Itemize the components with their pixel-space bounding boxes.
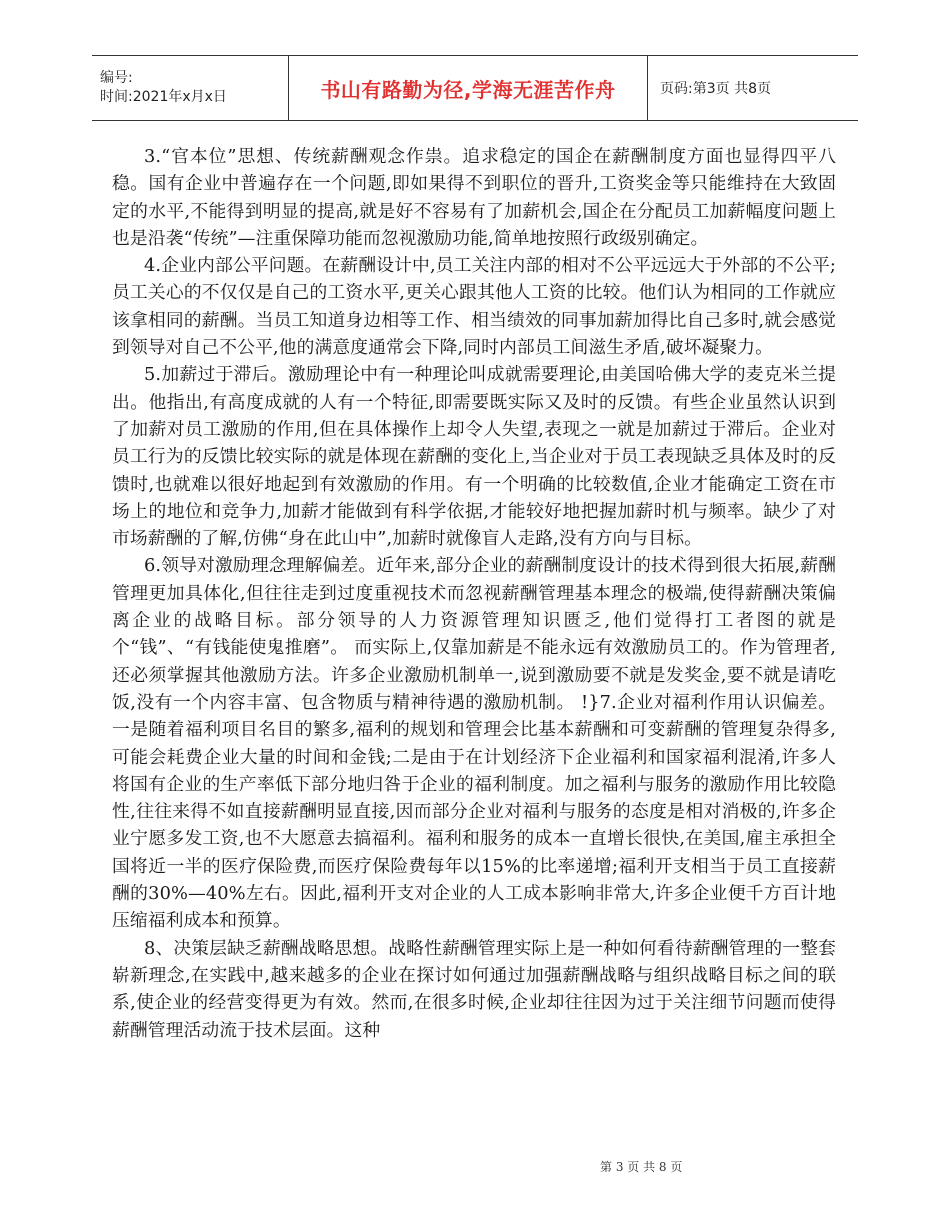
paragraph: 6.领导对激励理念理解偏差。近年来,部分企业的薪酬制度设计的技术得到很大拓展,薪酬管理更加具体化,但往往走到过度重视技术而忽视薪酬管理基本理念的极端,使得薪酬决策偏离企业的战略目标。部分领导的人力资源管理知识匮乏,他们觉得打工者图的就是个“钱”、“有钱能使鬼推磨”。 而实际上,仅靠加薪是不能永远有效激励员工的。作为管理者,还必须掌握其他激励方法。许多企业激励机制单一,说到激励要不就是发奖金,要不就是请吃饭,没有一个内容丰富、包含物质与精神待遇的激励机制。 !}7.企业对福利作用认识偏差。一是随着福利项目名目的繁多,福利的规划和管理会比基本薪酬和可变薪酬的管理复杂得多,可能会耗费企业大量的时间和金钱;二是由于在计划经济下企业福利和国家福利混淆,许多人将国有企业的生产率低下部分地归咎于企业的福利制度。加之福利与服务的激励作用比较隐性,往往来得不如直接薪酬明显直接,因而部分企业对福利与服务的态度是相对消极的,许多企业宁愿多发工资,也不大愿意去搞福利。福利和服务的成本一直增长很快,在美国,雇主承担全国将近一半的医疗保险费,而医疗保险费每年以15%的比率递增;福利开支相当于员工直接薪酬的30%—40%左右。因此,福利开支对企业的人工成本影响非常大,许多企业便千方百计地压缩福利成本和预算。 <box>112 555 836 932</box>
header-motto <box>288 56 648 120</box>
page-footer <box>600 1158 682 1175</box>
paragraph: 5.加薪过于滞后。激励理论中有一种理论叫成就需要理论,由美国哈佛大学的麦克米兰提出。他指出,有高度成就的人有一个特征,即需要既实际又及时的反馈。有些企业虽然认识到了加薪对员工激励的作用,但在具体操作上却令人失望,表现之一就是加薪过于滞后。企业对员工行为的反馈比较实际的就是体现在薪酬的变化上,当企业对于员工表现缺乏具体及时的反馈时,也就难以很好地起到有效激励的作用。有一个明确的比较数值,企业才能确定工资在市场上的地位和竞争力,加薪才能做到有科学依据,才能较好地把握加薪时机与频率。缺少了对市场薪酬的了解,仿佛“身在此山中”,加薪时就像盲人走路,没有方向与目标。 <box>112 364 836 550</box>
page-label: 页码:第3页 共8页 <box>660 81 771 97</box>
page-header <box>92 55 858 121</box>
paragraph: 8、决策层缺乏薪酬战略思想。战略性薪酬管理实际上是一种如何看待薪酬管理的一整套崭新理念,在实践中,越来越多的企业在探讨如何通过加强薪酬战略与组织战略目标之间的联系,使企业的经营变得更为有效。然而,在很多时候,企业却往往因为过于关注细节问题而使得薪酬管理活动流于技术层面。这种 <box>112 937 836 1041</box>
header-meta <box>92 56 288 120</box>
paragraph: 4.企业内部公平问题。在薪酬设计中,员工关注内部的相对不公平远远大于外部的不公平;员工关心的不仅仅是自己的工资水平,更关心跟其他人工资的比较。他们认为相同的工作就应该拿相同的薪酬。当员工知道身边相等工作、相当绩效的同事加薪加得比自己多时,就会感觉到领导对自己不公平,他的满意度通常会下降,同时内部员工间滋生矛盾,破坏凝聚力。 <box>112 255 836 359</box>
footer-page-text: 第 3 页 共 8 页 <box>600 1160 683 1174</box>
time-label: 时间:2021年x月x日 <box>100 89 227 105</box>
header-page-number <box>648 56 858 120</box>
paragraph: 3.“官本位”思想、传统薪酬观念作祟。追求稳定的国企在薪酬制度方面也显得四平八稳。国有企业中普遍存在一个问题,即如果得不到职位的晋升,工资奖金等只能维持在大致固定的水平,不能得到明显的提高,就是好不容易有了加薪机会,国企在分配员工加薪幅度问题上也是沿袭“传统”—注重保障功能而忽视激励功能,简单地按照行政级别确定。 <box>112 146 836 249</box>
motto-text: 书山有路勤为径,学海无涯苦作舟 <box>320 77 616 102</box>
document-body <box>112 143 836 1044</box>
serial-label: 编号: <box>100 70 133 86</box>
